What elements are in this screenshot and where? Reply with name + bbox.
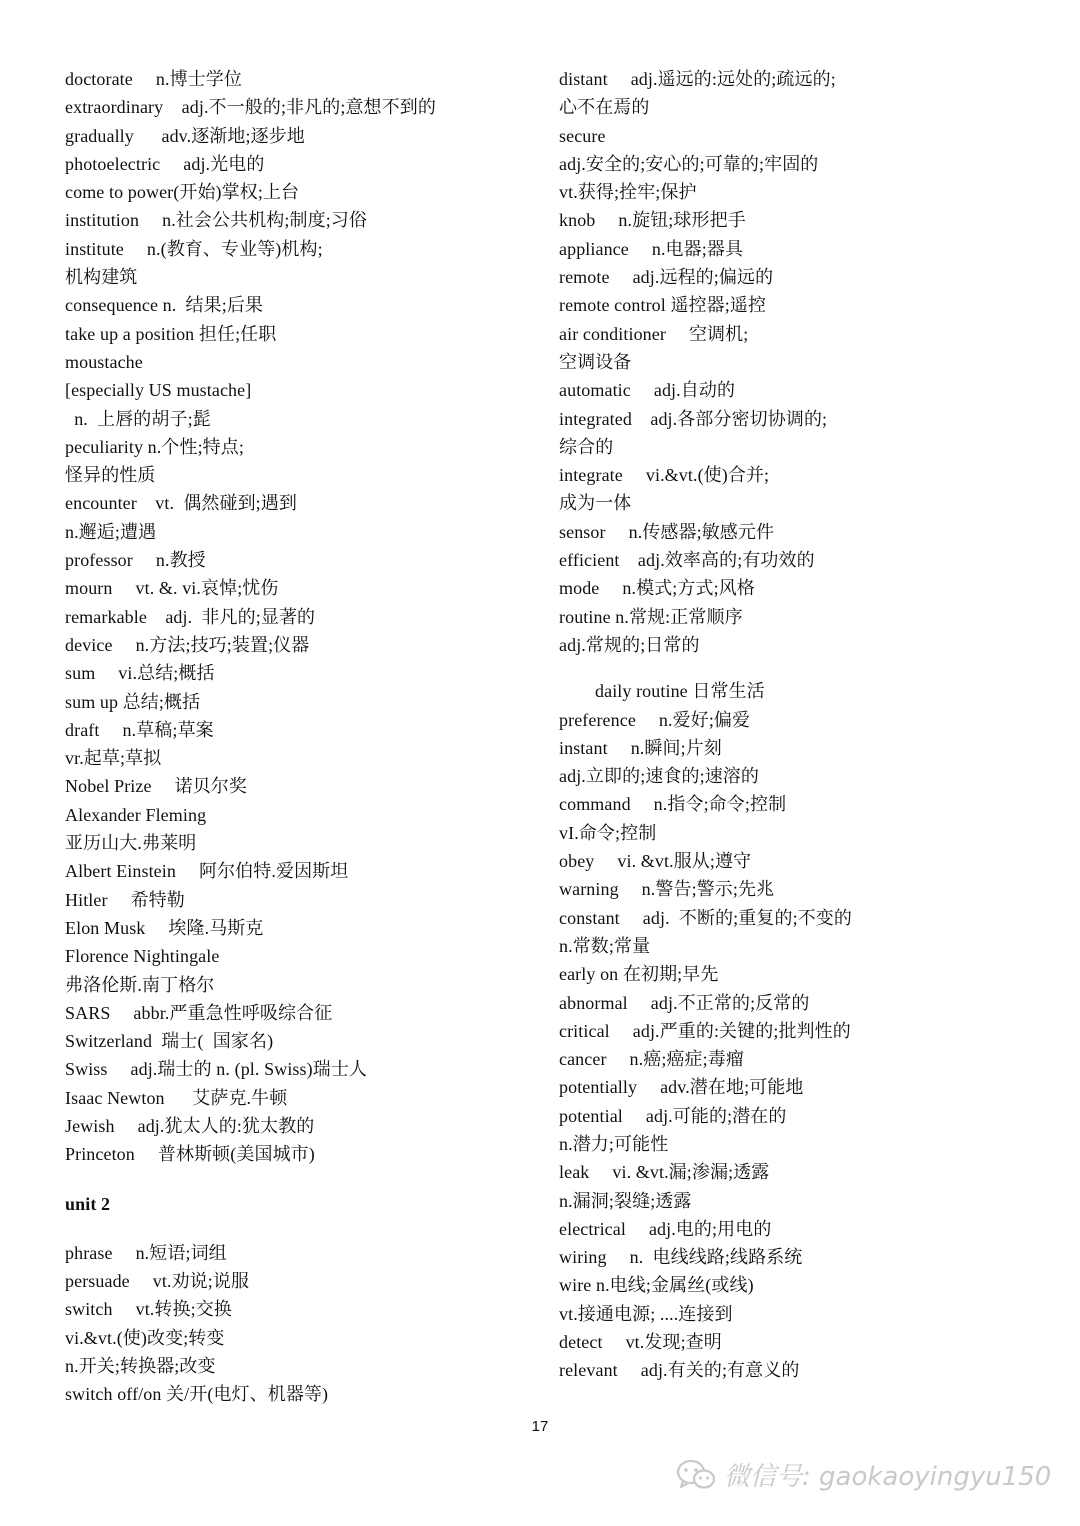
vocab-entry: n.常数;常量 — [559, 935, 651, 956]
vocab-entry: sensor n.传感器;敏感元件 — [559, 521, 775, 542]
vocab-entry: Albert Einstein 阿尔伯特.爱因斯坦 — [65, 861, 349, 882]
vocab-entry: 怪异的性质 — [65, 465, 156, 486]
vocab-entry: integrated adj.各部分密切协调的; — [559, 408, 828, 429]
vocab-entry: routine n.常规:正常顺序 — [559, 606, 743, 627]
vocab-entry: preference n.爱好;偏爱 — [559, 709, 751, 730]
left-column — [65, 65, 525, 1409]
vocab-entry: 空调设备 — [559, 351, 632, 372]
vocab-entry: air conditioner 空调机; — [559, 323, 749, 344]
vocab-entry: switch vt.转换;交换 — [65, 1299, 232, 1320]
vocab-entry: doctorate n.博士学位 — [65, 69, 242, 89]
vocab-entry: potentially adv.潜在地;可能地 — [559, 1077, 804, 1098]
vocab-entry: constant adj. 不断的;重复的;不变的 — [559, 907, 852, 928]
vocab-entry: 心不在焉的 — [559, 97, 650, 118]
section-subheading: daily routine 日常生活 — [595, 681, 765, 702]
vocab-entry: phrase n.短语;词组 — [65, 1242, 227, 1263]
vocab-entry: n.潜力;可能性 — [559, 1133, 669, 1154]
vocab-entry: n.漏洞;裂缝;透露 — [559, 1190, 692, 1211]
vocab-entry: abnormal adj.不正常的;反常的 — [559, 992, 810, 1013]
watermark — [676, 1456, 1051, 1493]
vocab-entry: adj.安全的;安心的;可靠的;牢固的 — [559, 153, 819, 174]
vocab-entry: early on 在初期;早先 — [559, 964, 719, 985]
vocab-entry: 弗洛伦斯.南丁格尔 — [65, 974, 215, 995]
vocab-entry: detect vt.发现;查明 — [559, 1332, 722, 1353]
vocab-entry: appliance n.电器;器具 — [559, 238, 744, 259]
vocab-entry: remote control 遥控器;遥控 — [559, 295, 767, 316]
right-column — [559, 65, 1029, 1385]
vocab-entry: extraordinary adj.不一般的;非凡的;意想不到的 — [65, 97, 436, 118]
vocab-entry: adj.立即的;速食的;速溶的 — [559, 766, 759, 787]
vocab-entry: automatic adj.自动的 — [559, 380, 736, 401]
wechat-icon — [676, 1458, 716, 1492]
vocab-entry: draft n.草稿;草案 — [65, 719, 214, 740]
vocab-entry: encounter vt. 偶然碰到;遇到 — [65, 493, 297, 514]
vocab-entry: institution n.社会公共机构;制度;习俗 — [65, 210, 368, 231]
vocab-entry: Switzerland 瑞士( 国家名) — [65, 1031, 274, 1052]
vocab-entry: switch off/on 关/开(电灯、机器等) — [65, 1384, 329, 1405]
vocab-entry: [especially US mustache] — [65, 380, 252, 401]
vocab-entry: Alexander Fleming — [65, 804, 207, 825]
vocab-entry: vt.接通电源; ....连接到 — [559, 1303, 733, 1324]
vocab-entry: distant adj.遥远的:远处的;疏远的; — [559, 69, 836, 89]
vocab-entry: warning n.警告;警示;先兆 — [559, 879, 775, 900]
vocab-entry: leak vi. &vt.漏;渗漏;透露 — [559, 1162, 770, 1183]
spacer — [65, 1218, 525, 1239]
vocab-entry: device n.方法;技巧;装置;仪器 — [65, 634, 310, 655]
vocab-entry: n.开关;转换器;改变 — [65, 1356, 216, 1377]
vocab-entry: integrate vi.&vt.(使)合并; — [559, 465, 770, 486]
vocab-entry: consequence n. 结果;后果 — [65, 295, 264, 316]
vocab-entry: take up a position 担任;任职 — [65, 323, 277, 344]
vocab-entry: Isaac Newton 艾萨克.牛顿 — [65, 1087, 288, 1108]
vocab-entry: remote adj.远程的;偏远的 — [559, 267, 774, 288]
vocab-entry: Florence Nightingale — [65, 946, 220, 967]
vocab-entry: vr.起草;草拟 — [65, 748, 162, 769]
vocab-entry: efficient adj.效率高的;有功效的 — [559, 550, 815, 571]
spacer — [65, 1169, 525, 1190]
page-number: 17 — [531, 1418, 549, 1435]
vocab-entry: instant n.瞬间;片刻 — [559, 737, 722, 758]
vocab-entry: cancer n.癌;癌症;毒瘤 — [559, 1049, 744, 1070]
vocab-entry: 综合的 — [559, 436, 614, 457]
vocab-entry: professor n.教授 — [65, 550, 206, 571]
vocab-entry: Jewish adj.犹太人的:犹太教的 — [65, 1115, 315, 1136]
unit-heading: unit 2 — [65, 1193, 111, 1214]
vocab-entry: command n.指令;命令;控制 — [559, 794, 787, 815]
vocab-entry: come to power(开始)掌权;上台 — [65, 182, 300, 203]
vocab-entry: 机构建筑 — [65, 267, 138, 288]
vocab-entry: mourn vt. &. vi.哀悼;忧伤 — [65, 578, 279, 599]
vocab-entry: remarkable adj. 非凡的;显著的 — [65, 606, 316, 627]
vocab-entry: sum vi.总结;概括 — [65, 663, 215, 684]
vocab-entry: persuade vt.劝说;说服 — [65, 1271, 250, 1292]
vocab-entry: peculiarity n.个性;特点; — [65, 436, 244, 457]
vocab-entry: moustache — [65, 351, 143, 372]
vocab-entry: electrical adj.电的;用电的 — [559, 1218, 772, 1239]
vocab-entry: Swiss adj.瑞士的 n. (pl. Swiss)瑞士人 — [65, 1059, 368, 1080]
vocab-entry: Elon Musk 埃隆.马斯克 — [65, 917, 264, 938]
vocab-entry: knob n.旋钮;球形把手 — [559, 210, 746, 231]
vocab-entry: n. 上唇的胡子;髭 — [65, 408, 211, 429]
vocab-entry: critical adj.严重的:关键的;批判性的 — [559, 1020, 851, 1041]
vocab-entry: n.邂逅;遭遇 — [65, 521, 157, 542]
vocab-entry: sum up 总结;概括 — [65, 691, 201, 712]
vocab-entry: vi.&vt.(使)改变;转变 — [65, 1327, 225, 1348]
vocab-entry: relevant adj.有关的;有意义的 — [559, 1360, 800, 1381]
vocab-entry: wire n.电线;金属丝(或线) — [559, 1275, 754, 1296]
vocab-entry: institute n.(教育、专业等)机构; — [65, 238, 323, 259]
vocab-entry: SARS abbr.严重急性呼吸综合征 — [65, 1002, 333, 1023]
vocab-entry: 成为一体 — [559, 493, 632, 514]
vocab-entry: adj.常规的;日常的 — [559, 634, 700, 655]
vocab-entry: wiring n. 电线线路;线路系统 — [559, 1247, 803, 1268]
vocab-entry: secure — [559, 125, 606, 146]
watermark-text: 微信号: gaokaoyingyu150 — [724, 1462, 1052, 1492]
vocab-entry: mode n.模式;方式;风格 — [559, 578, 755, 599]
vocab-entry: Hitler 希特勒 — [65, 889, 185, 910]
vocab-entry: potential adj.可能的;潜在的 — [559, 1105, 787, 1126]
vocab-entry: Princeton 普林斯顿(美国城市) — [65, 1144, 315, 1165]
vocab-entry: vI.命令;控制 — [559, 822, 657, 843]
vocab-entry: vt.获得;拴牢;保护 — [559, 182, 697, 203]
vocab-entry: 亚历山大.弗莱明 — [65, 833, 197, 854]
vocab-entry: obey vi. &vt.服从;遵守 — [559, 851, 752, 872]
vocab-entry: photoelectric adj.光电的 — [65, 153, 265, 174]
vocab-entry: gradually adv.逐渐地;逐步地 — [65, 125, 305, 146]
spacer — [559, 659, 1029, 677]
vocab-entry: Nobel Prize 诺贝尔奖 — [65, 776, 247, 797]
